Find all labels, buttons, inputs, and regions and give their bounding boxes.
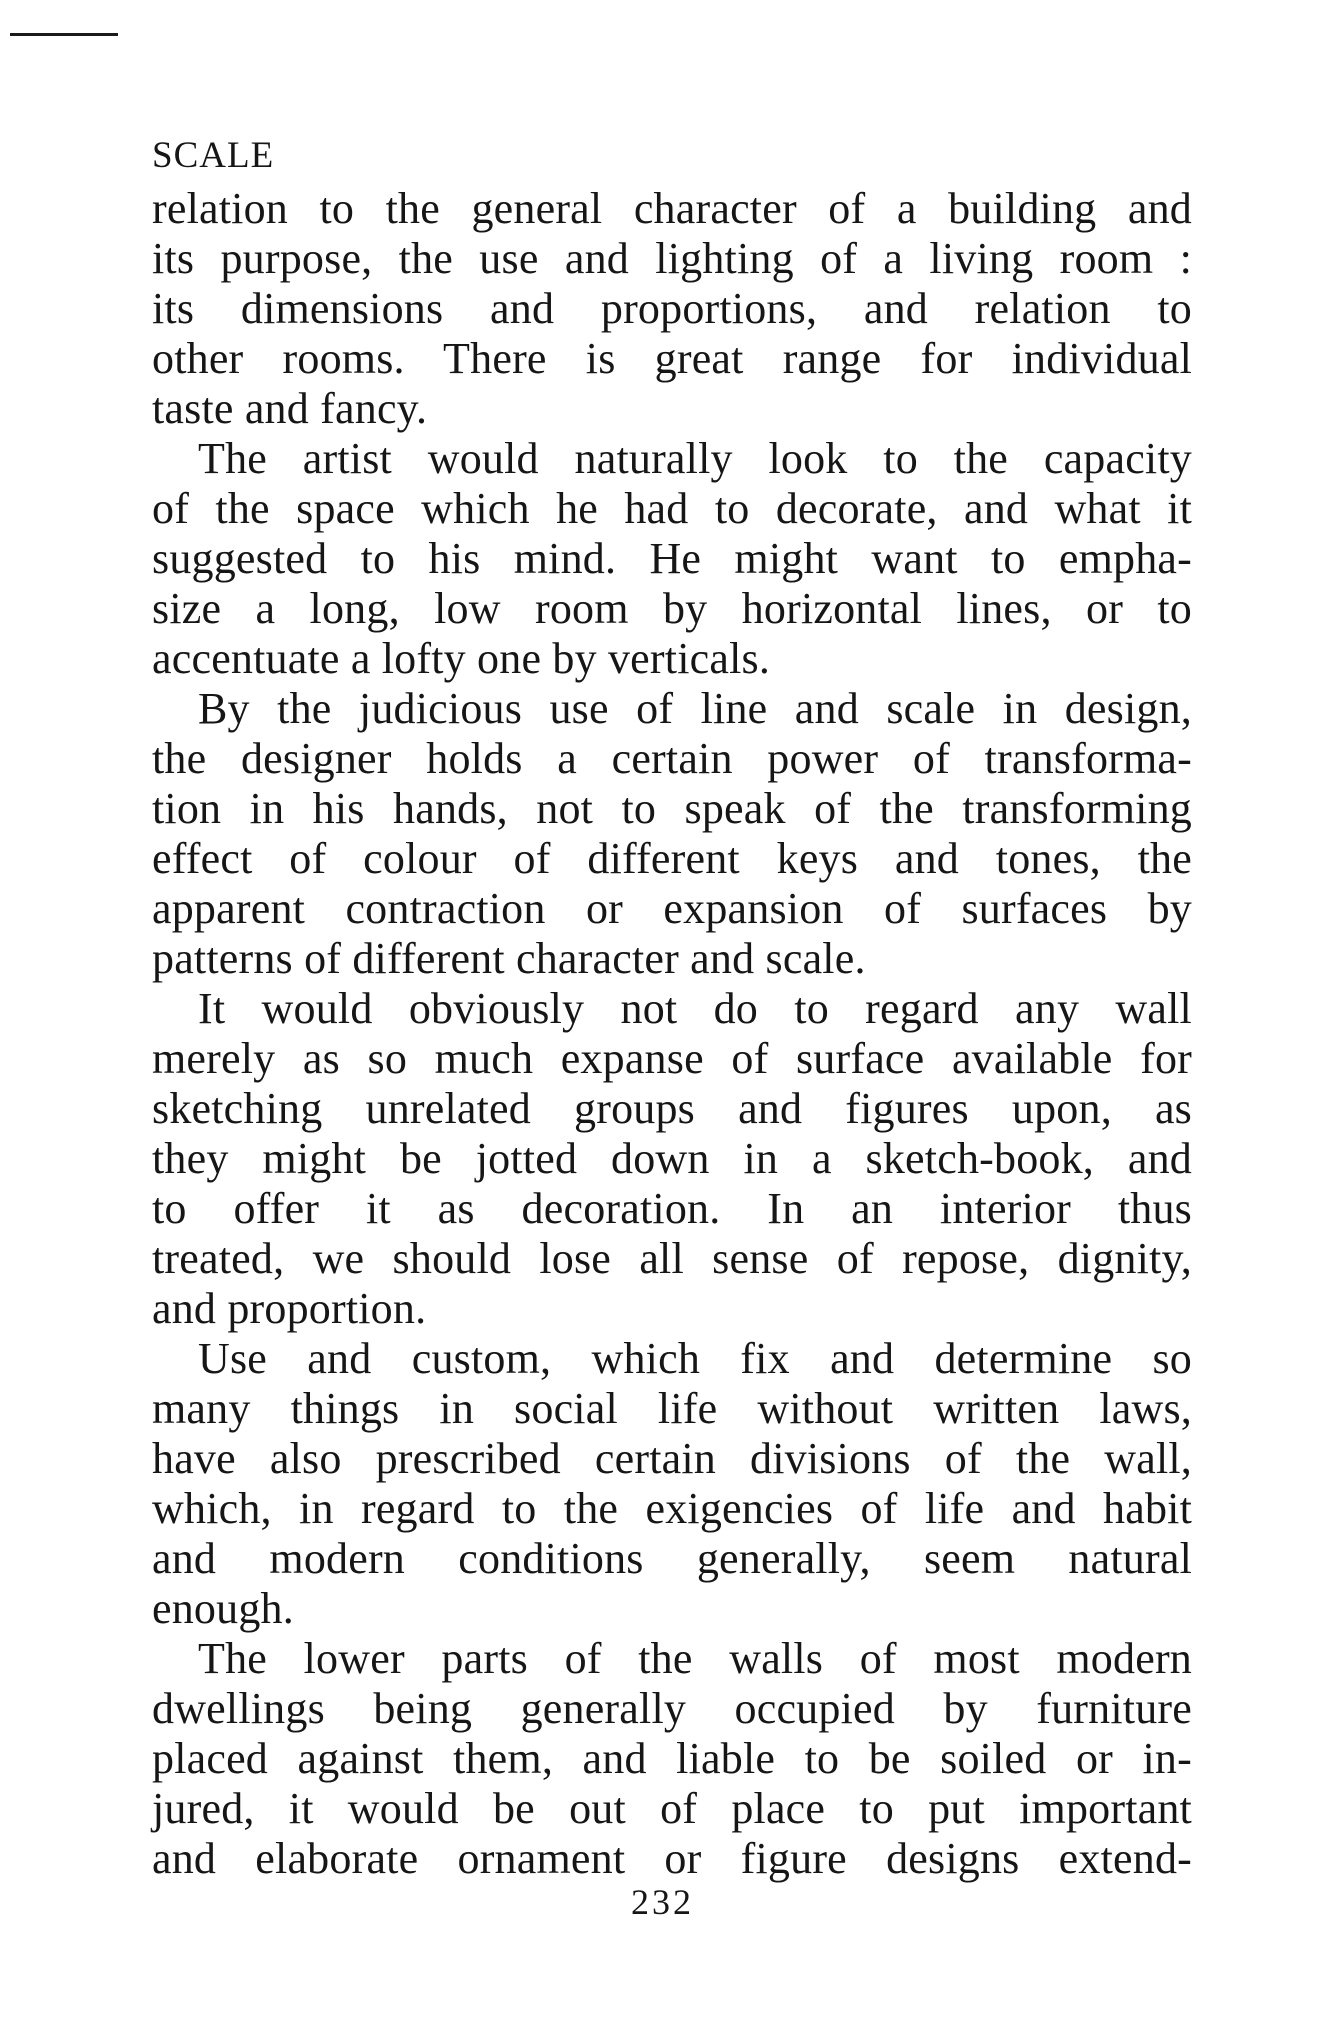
text-line: Use and custom, which fix and determine so (198, 1334, 1192, 1383)
text-line: The artist would naturally look to the capacity (198, 434, 1192, 483)
text-line: and proportion. (152, 1284, 427, 1333)
text-line: merely as so much expanse of surface available for (152, 1034, 1192, 1083)
text-line: size a long, low room by horizontal lines, or to (152, 584, 1192, 633)
text-line: tion in his hands, not to speak of the transforming (152, 784, 1192, 833)
text-line: the designer holds a certain power of transforma- (152, 734, 1192, 783)
running-head: SCALE (152, 135, 275, 176)
text-line: its purpose, the use and lighting of a living room : (152, 234, 1192, 283)
text-line: taste and fancy. (152, 384, 428, 433)
text-line: many things in social life without written laws, (152, 1384, 1192, 1433)
text-line: The lower parts of the walls of most modern (198, 1634, 1192, 1683)
text-line: apparent contraction or expansion of surfaces by (152, 884, 1192, 933)
text-line: its dimensions and proportions, and relation to (152, 284, 1192, 333)
page-number: 232 (631, 1882, 694, 1922)
text-line: suggested to his mind. He might want to empha- (152, 534, 1192, 583)
text-line: By the judicious use of line and scale in design, (198, 684, 1192, 733)
text-line: and elaborate ornament or figure designs extend- (152, 1834, 1192, 1883)
text-line: to offer it as decoration. In an interior thus (152, 1184, 1192, 1233)
text-line: It would obviously not do to regard any wall (198, 984, 1192, 1033)
text-line: sketching unrelated groups and figures upon, as (152, 1084, 1192, 1133)
text-line: placed against them, and liable to be soiled or in- (152, 1734, 1192, 1783)
body-text (152, 184, 1192, 1884)
corner-rule (10, 33, 118, 36)
text-line: accentuate a lofty one by verticals. (152, 634, 771, 683)
text-line: patterns of different character and scale. (152, 934, 866, 983)
text-line: enough. (152, 1584, 294, 1633)
text-line: of the space which he had to decorate, and what it (152, 484, 1192, 533)
text-line: relation to the general character of a building and (152, 184, 1192, 233)
text-line: which, in regard to the exigencies of life and habit (152, 1484, 1192, 1533)
text-line: they might be jotted down in a sketch-book, and (152, 1134, 1192, 1183)
text-line: other rooms. There is great range for individual (152, 334, 1192, 383)
text-line: jured, it would be out of place to put important (152, 1784, 1192, 1833)
text-line: and modern conditions generally, seem natural (152, 1534, 1192, 1583)
text-line: have also prescribed certain divisions of the wall, (152, 1434, 1192, 1483)
text-line: treated, we should lose all sense of repose, dignity, (152, 1234, 1192, 1283)
text-line: effect of colour of different keys and tones, the (152, 834, 1192, 883)
text-line: dwellings being generally occupied by furniture (152, 1684, 1192, 1733)
